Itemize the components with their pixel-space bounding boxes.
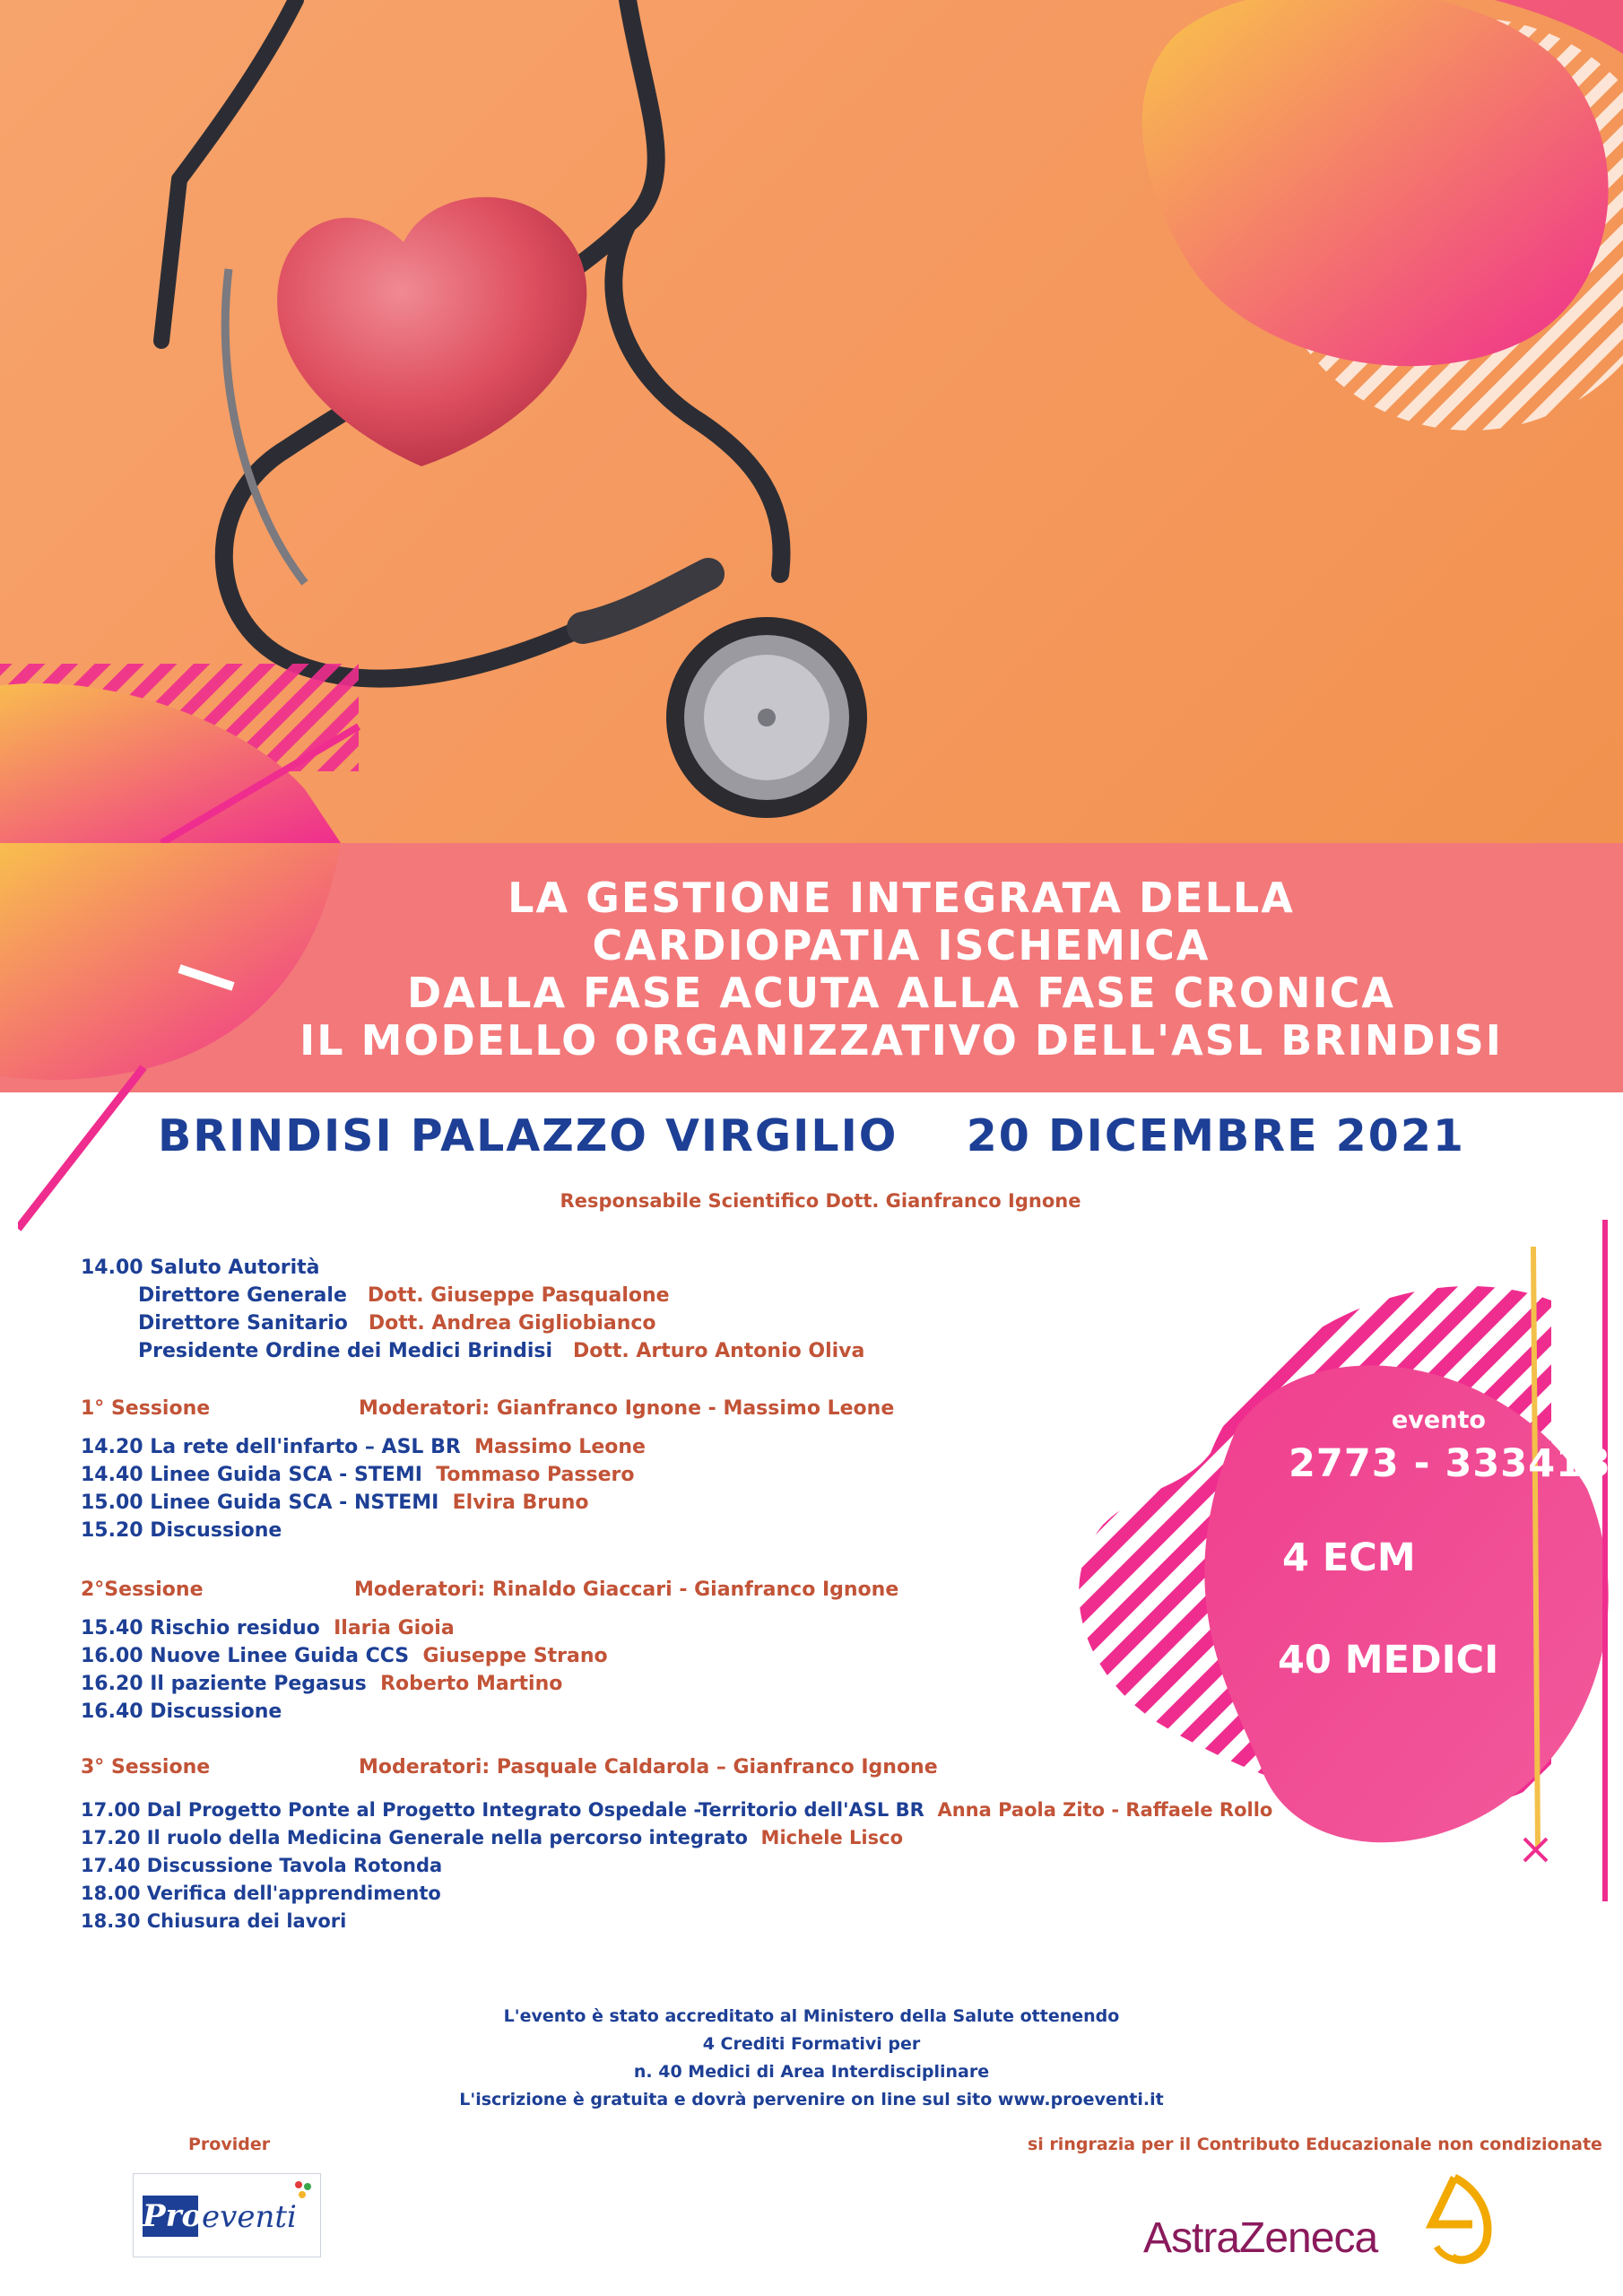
talk-row [81,1852,1272,1880]
talk-row [81,1642,608,1670]
logo-eventi: eventi [202,2199,297,2235]
session-1-talks [81,1433,646,1544]
talk-title: 17.00 Dal Progetto Ponte al Progetto Integrato Ospedale -Territorio dell'ASL BR [81,1799,924,1821]
logo-dots-icon [293,2179,317,2206]
talk-speaker: Ilaria Gioia [334,1617,455,1639]
scientific-responsible: Responsabile Scientifico Dott. Gianfranco Ignone [560,1190,1081,1212]
astrazeneca-symbol-icon [1414,2170,1499,2269]
talk-speaker: Massimo Leone [474,1436,646,1458]
proeventi-logo [133,2173,321,2257]
talk-row [81,1796,1272,1824]
title-line: CARDIOPATIA ISCHEMICA [592,921,1211,970]
greeting-role: Presidente Ordine dei Medici Brindisi [138,1340,552,1362]
accreditation-line: L'evento è stato accreditato al Ministero della Salute ottenendo [503,2006,1120,2026]
session-3-label: 3° Sessione [81,1756,211,1779]
event-code: 2773 - 333413 [1289,1441,1611,1486]
talk-title: 16.40 Discussione [81,1700,282,1723]
event-location-date: BRINDISI PALAZZO VIRGILIO 20 DICEMBRE 2021 [157,1110,1466,1161]
talk-row [81,1670,608,1698]
stethoscope-heart-illustration [0,0,1623,843]
session-2-label: 2°Sessione [81,1578,204,1601]
talk-title: 17.40 Discussione Tavola Rotonda [81,1855,443,1876]
ecm-credits: 4 ECM [1282,1535,1416,1580]
greeting-name: Dott. Andrea Gigliobianco [368,1312,656,1335]
talk-row [81,1461,646,1489]
provider-label: Provider [188,2135,271,2154]
greeting-name: Dott. Giuseppe Pasqualone [367,1284,670,1307]
talk-speaker: Michele Lisco [760,1827,903,1848]
sponsor-name: AstraZeneca [1143,2214,1378,2262]
greeting-name: Dott. Arturo Antonio Oliva [572,1340,865,1362]
talk-row [81,1614,608,1642]
greeting-role: Direttore Sanitario [138,1312,348,1335]
talk-speaker: Anna Paola Zito - Raffaele Rollo [937,1799,1273,1821]
session-1-moderators: Moderatori: Gianfranco Ignone - Massimo Leone [359,1397,895,1420]
astrazeneca-logo [1143,2170,1502,2269]
talk-title: 18.00 Verifica dell'apprendimento [81,1883,441,1904]
title-line: DALLA FASE ACUTA ALLA FASE CRONICA [407,969,1395,1017]
talk-title: 14.20 La rete dell'infarto – ASL BR [81,1436,461,1458]
session-3-talks [81,1796,1272,1935]
talk-row [81,1908,1272,1935]
opening-block [81,1254,864,1365]
talk-title: 18.30 Chiusura dei lavori [81,1910,347,1932]
greeting-row [81,1309,864,1337]
talk-title: 15.40 Rischio residuo [81,1617,320,1639]
talk-speaker: Elvira Bruno [452,1492,589,1514]
logo-pro: Pro [143,2196,198,2237]
event-title [269,874,1533,1065]
talk-row [81,1824,1272,1852]
greeting-row [81,1282,864,1309]
talk-title: 16.20 Il paziente Pegasus [81,1673,367,1695]
session-3-moderators: Moderatori: Pasquale Caldarola – Gianfranco Ignone [359,1756,938,1779]
session-2-talks [81,1614,608,1726]
accreditation-line: n. 40 Medici di Area Interdisciplinare [633,2062,990,2082]
talk-title: 14.40 Linee Guida SCA - STEMI [81,1464,422,1486]
talk-row [81,1489,646,1517]
event-label: evento [1392,1406,1486,1434]
sponsor-thanks: si ringrazia per il Contributo Educazionale non condizionate [1028,2135,1602,2154]
session-1-label: 1° Sessione [81,1397,211,1420]
talk-row [81,1433,646,1461]
talk-row [81,1880,1272,1908]
opening-title: 14.00 Saluto Autorità [81,1257,320,1279]
talk-row [81,1517,646,1544]
greeting-role: Direttore Generale [138,1284,347,1307]
talk-title: 15.00 Linee Guida SCA - NSTEMI [81,1492,439,1514]
hero-image [0,0,1623,843]
talk-title: 17.20 Il ruolo della Medicina Generale nella percorso integrato [81,1827,748,1848]
accreditation-notice [0,2003,1623,2114]
participants-count: 40 MEDICI [1278,1638,1499,1683]
accreditation-line: L'iscrizione è gratuita e dovrà pervenire on line sul sito www.proeventi.it [459,2090,1164,2109]
accreditation-line: 4 Crediti Formativi per [702,2034,921,2054]
talk-title: 16.00 Nuove Linee Guida CCS [81,1645,410,1667]
greeting-row [81,1337,864,1365]
talk-speaker: Tommaso Passero [436,1464,635,1486]
title-line: LA GESTIONE INTEGRATA DELLA [508,874,1295,922]
title-line: IL MODELLO ORGANIZZATIVO DELL'ASL BRINDISI [299,1016,1503,1065]
talk-title: 15.20 Discussione [81,1519,282,1542]
talk-row [81,1698,608,1726]
talk-speaker: Giuseppe Strano [422,1645,608,1667]
talk-speaker: Roberto Martino [380,1673,563,1695]
session-2-moderators: Moderatori: Rinaldo Giaccari - Gianfranco Ignone [354,1578,899,1601]
